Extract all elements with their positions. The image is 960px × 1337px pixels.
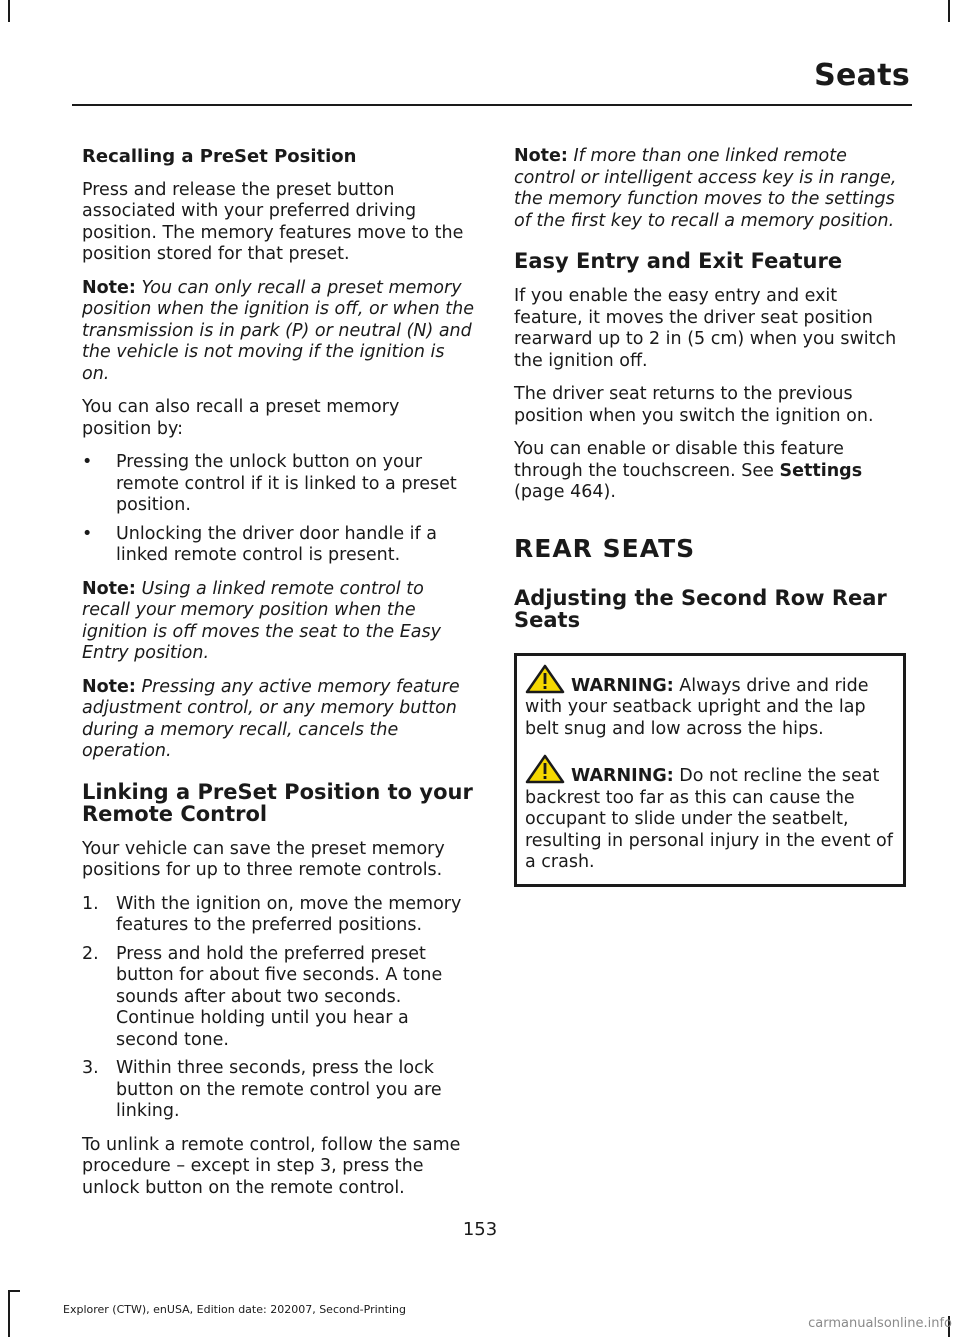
recall-heading: Recalling a PreSet Position	[82, 146, 357, 167]
warning-item	[525, 664, 895, 741]
left-column	[82, 146, 474, 1211]
note-multiple-keys	[514, 146, 906, 232]
linking-steps	[82, 894, 474, 1123]
warning-label: WARNING:	[571, 675, 674, 696]
step-item	[82, 944, 474, 1052]
list-item-text: Pressing the unlock button on your remote control if it is linked to a preset position.	[116, 452, 457, 515]
page-number: 153	[462, 1219, 498, 1240]
step-text: With the ignition on, move the memory features to the preferred positions.	[116, 893, 462, 935]
recall-bullets	[82, 452, 474, 567]
step-number: 2.	[82, 943, 99, 964]
note-text: You can only recall a preset memory position when the ignition is off, or when the transmission is in park (P) or neutral (N) and the vehicle is not moving if the ignition is on.	[82, 277, 475, 384]
list-item-text: Unlocking the driver door handle if a linked remote control is present.	[116, 523, 437, 565]
note-ignition	[82, 278, 474, 386]
rear-seats-heading: REAR SEATS	[514, 533, 696, 563]
right-column	[514, 146, 906, 887]
note-linked-remote	[82, 579, 474, 665]
step-text: Press and hold the preferred preset button for about five seconds. A tone sounds after about two seconds. Continue holding until you hear a second tone.	[116, 943, 443, 1050]
linking-heading: Linking a PreSet Position to your Remote Control	[82, 779, 473, 826]
note-label: Note:	[82, 676, 136, 697]
note-label: Note:	[82, 578, 136, 599]
adjusting-heading: Adjusting the Second Row Rear Seats	[514, 585, 887, 632]
recall-paragraph: Press and release the preset button associated with your preferred driving position. The memory features move to the position stored for that preset.	[82, 179, 464, 264]
crop-mark	[948, 0, 950, 22]
unlink-paragraph: To unlink a remote control, follow the same procedure – except in step 3, press the unlock button on the remote control.	[82, 1134, 461, 1198]
crop-mark	[8, 1290, 10, 1337]
watermark: carmanualsonline.info	[808, 1316, 952, 1331]
crop-mark	[8, 0, 10, 22]
warning-text: Do not recline the seat backrest too far as this can cause the occupant to slide under the seatbelt, resulting in personal injury in the event of a crash.	[525, 766, 893, 872]
warning-text: Always drive and ride with your seatback upright and the lap belt snug and low across the hips.	[525, 675, 869, 739]
list-item	[82, 524, 474, 567]
settings-link[interactable]: Settings	[779, 460, 863, 481]
settings-text-pre: You can enable or disable this feature through the touchscreen. See	[514, 439, 844, 481]
bullet-marker: •	[82, 523, 93, 544]
note-text: Pressing any active memory feature adjustment control, or any memory button during a memory recall, cancels the operation.	[82, 676, 460, 761]
step-number: 3.	[82, 1058, 99, 1078]
linking-paragraph: Your vehicle can save the preset memory positions for up to three remote controls.	[82, 838, 445, 880]
easy-entry-paragraph-2: The driver seat returns to the previous position when you switch the ignition on.	[514, 384, 874, 426]
warning-item	[525, 754, 895, 874]
note-text: If more than one linked remote control or intelligent access key is in range, the memory function moves to the settings of the first key to recall a memory position.	[514, 146, 897, 231]
list-item	[82, 452, 474, 517]
footer-edition: Explorer (CTW), enUSA, Edition date: 202007, Second-Printing	[63, 1303, 406, 1316]
step-number: 1.	[82, 893, 99, 914]
note-label: Note:	[514, 146, 568, 166]
easy-entry-paragraph-1: If you enable the easy entry and exit feature, it moves the driver seat position rearward up to 2 in (5 cm) when you switch the ignition off.	[514, 286, 897, 371]
note-label: Note:	[82, 277, 136, 298]
warning-box	[514, 653, 906, 887]
warning-triangle-icon	[525, 754, 565, 784]
easy-entry-paragraph-3	[514, 439, 906, 504]
step-text: Within three seconds, press the lock button on the remote control you are linking.	[116, 1058, 442, 1121]
step-item	[82, 894, 474, 937]
warning-triangle-icon	[525, 664, 565, 694]
warning-label: WARNING:	[571, 766, 674, 786]
note-cancel	[82, 677, 474, 763]
step-item	[82, 1058, 474, 1123]
header-rule	[72, 104, 912, 106]
settings-page-ref: (page 464).	[514, 482, 616, 502]
crop-mark	[8, 1290, 20, 1292]
note-text: Using a linked remote control to recall your memory position when the ignition is off moves the seat to the Easy Entry position.	[82, 578, 441, 663]
also-paragraph: You can also recall a preset memory position by:	[82, 397, 400, 439]
page-title: Seats	[814, 58, 910, 93]
easy-entry-heading: Easy Entry and Exit Feature	[514, 249, 843, 273]
bullet-marker: •	[82, 452, 93, 472]
